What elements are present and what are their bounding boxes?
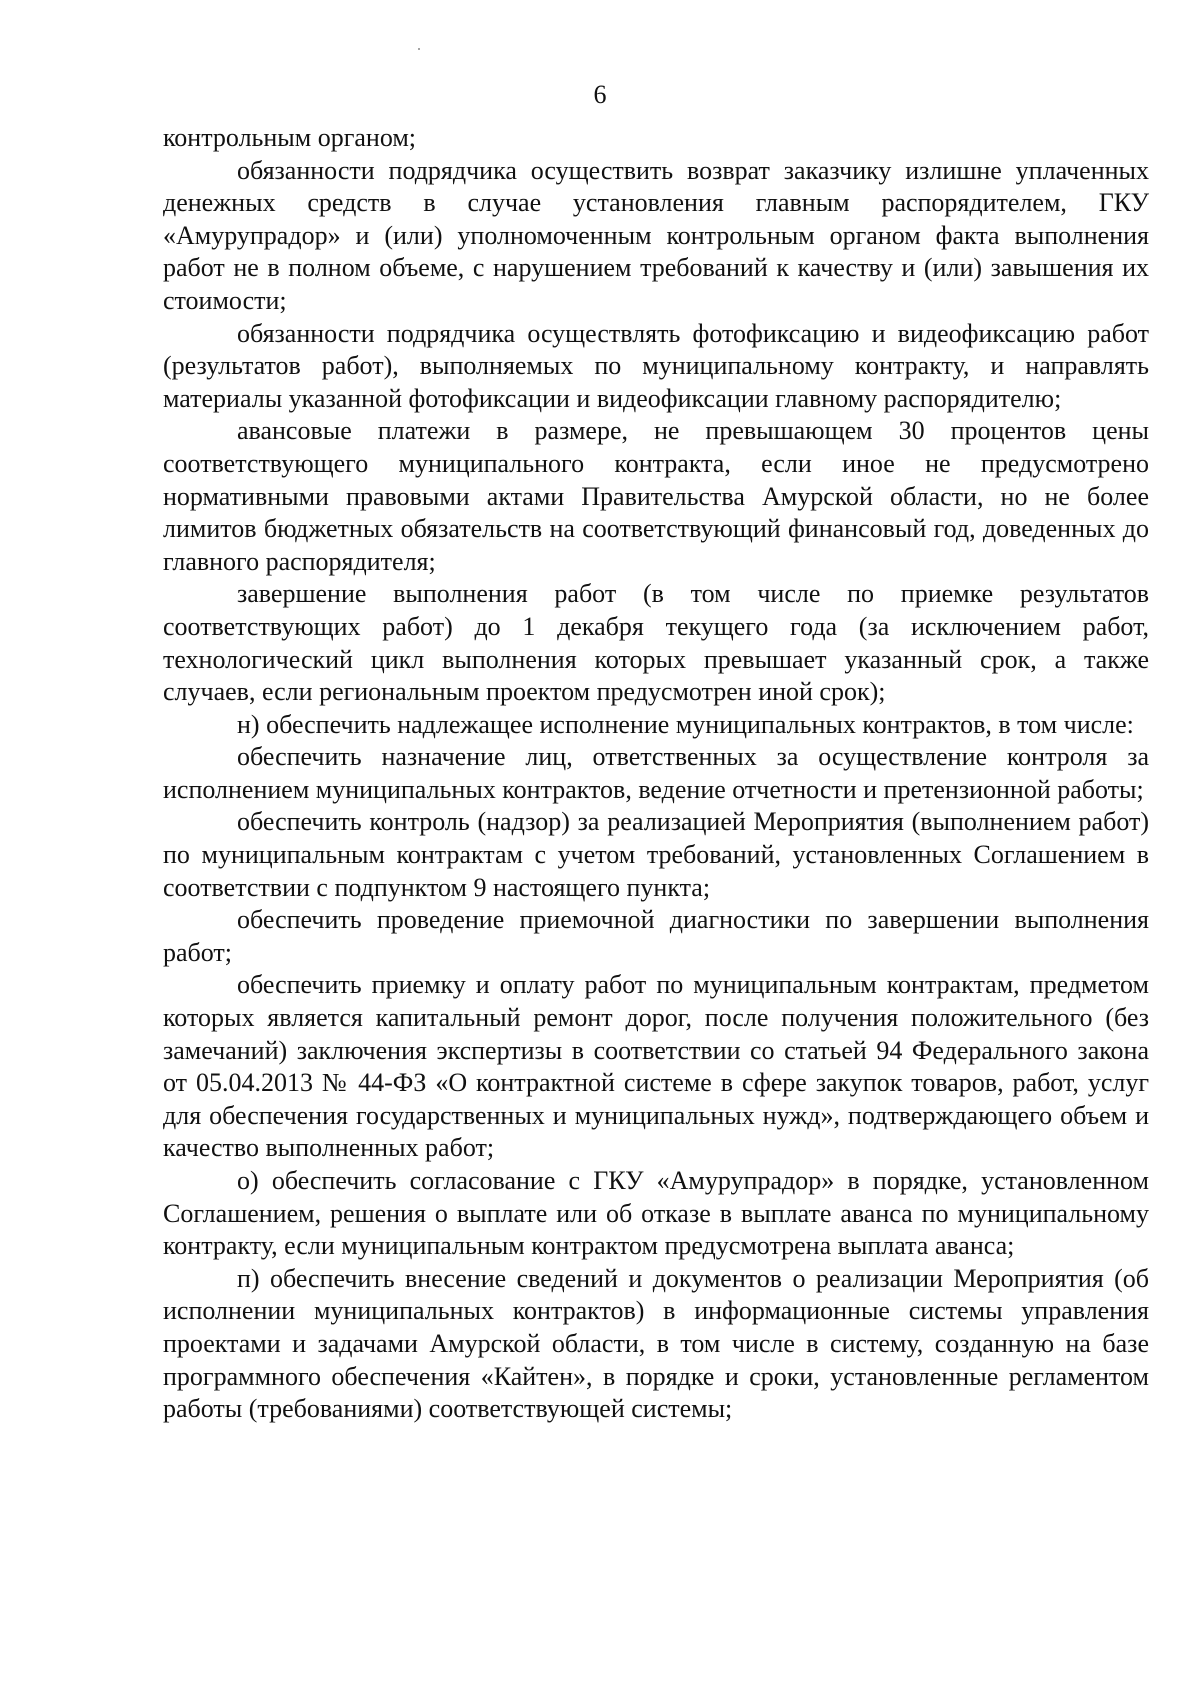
- paragraph-9: обеспечить проведение приемочной диагностики по завершении выполнения работ;: [163, 905, 1149, 967]
- paragraph-3: обязанности подрядчика осуществлять фотофиксацию и видеофиксацию работ (результатов работ), выполняемых по муниципальному контракту, и направлять материалы указанной фотофиксации и видеофиксации главному распорядителю;: [163, 318, 1149, 413]
- document-body: [163, 122, 1149, 1426]
- paragraph-10: обеспечить приемку и оплату работ по муниципальным контрактам, предметом которых является капитальный ремонт дорог, после получения положительного (без замечаний) заключения экспертизы в соответствии со статьей 94 Федерального закона от 05.04.2013 № 44-ФЗ «О контрактной системе в сфере закупок товаров, работ, услуг для обеспечения государственных и муниципальных нужд», подтверждающего объем и качество выполненных работ;: [163, 970, 1149, 1163]
- paragraph-6: н) обеспечить надлежащее исполнение муниципальных контрактов, в том числе:: [237, 709, 1134, 739]
- paragraph-11: о) обеспечить согласование с ГКУ «Амурупрадор» в порядке, установленном Соглашением, решения о выплате или об отказе в выплате аванса по муниципальному контракту, если муниципальным контрактом предусмотрена выплата аванса;: [163, 1166, 1149, 1261]
- paragraph-12: п) обеспечить внесение сведений и документов о реализации Мероприятия (об исполнении муниципальных контрактов) в информационные системы управления проектами и задачами Амурской области, в том числе в систему, созданную на базе программного обеспечения «Кайтен», в порядке и сроки, установленные регламентом работы (требованиями) соответствующей системы;: [163, 1263, 1149, 1424]
- scan-speck: [418, 48, 420, 50]
- paragraph-2: обязанности подрядчика осуществить возврат заказчику излишне уплаченных денежных средств в случае установления главным распорядителем, ГКУ «Амурупрадор» и (или) уполномоченным контрольным органом факта выполнения работ не в полном объеме, с нарушением требований к качеству и (или) завышения их стоимости;: [163, 155, 1149, 315]
- paragraph-8: обеспечить контроль (надзор) за реализацией Мероприятия (выполнением работ) по муниципальным контрактам с учетом требований, установленных Соглашением в соответствии с подпунктом 9 настоящего пункта;: [163, 807, 1149, 902]
- paragraph-7: обеспечить назначение лиц, ответственных за осуществление контроля за исполнением муниципальных контрактов, ведение отчетности и претензионной работы;: [163, 742, 1149, 804]
- page-number: 6: [593, 80, 607, 109]
- paragraph-4: авансовые платежи в размере, не превышающем 30 процентов цены соответствующего муниципального контракта, если иное не предусмотрено нормативными правовыми актами Правительства Амурской области, но не более лимитов бюджетных обязательств на соответствующий финансовый год, доведенных до главного распорядителя;: [163, 416, 1149, 576]
- paragraph-5: завершение выполнения работ (в том числе по приемке результатов соответствующих работ) до 1 декабря текущего года (за исключением работ, технологический цикл выполнения которых превышает указанный срок, а также случаев, если региональным проектом предусмотрен иной срок);: [163, 579, 1149, 707]
- paragraph-1: контрольным органом;: [163, 123, 417, 152]
